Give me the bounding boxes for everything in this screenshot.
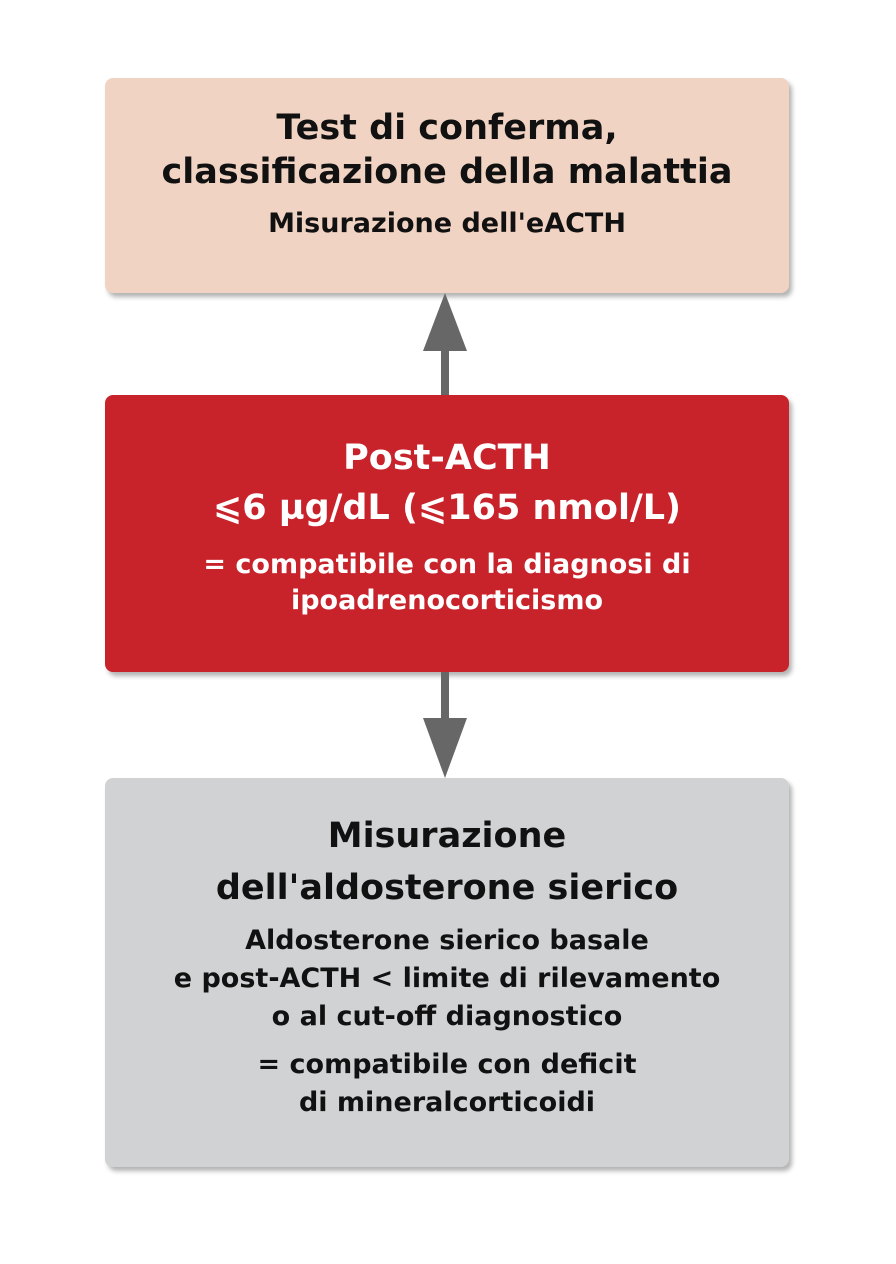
aldosterone-measurement-box — [105, 778, 789, 1167]
confirmation-test-box — [105, 78, 789, 293]
confirmation-test-subtitle: Misurazione dell'eACTH — [268, 208, 626, 239]
post-acth-title: Post-ACTH ⩽6 µg/dL (⩽165 nmol/L) — [212, 438, 682, 528]
arrow-down-icon — [423, 672, 467, 778]
aldosterone-conclusion: = compatibile con deficit di mineralcorticoidi — [257, 1049, 637, 1118]
aldosterone-title: Misurazione dell'aldosterone sierico — [215, 816, 679, 908]
arrow-up-icon — [423, 293, 467, 395]
confirmation-test-title: Test di conferma, classificazione della malattia — [161, 108, 733, 192]
aldosterone-criteria: Aldosterone sierico basale e post-ACTH < limite di rilevamento o al cut-off diagnostico — [173, 925, 721, 1032]
post-acth-result-box — [105, 395, 789, 672]
post-acth-interpretation: = compatibile con la diagnosi di ipoadrenocorticismo — [203, 549, 691, 616]
